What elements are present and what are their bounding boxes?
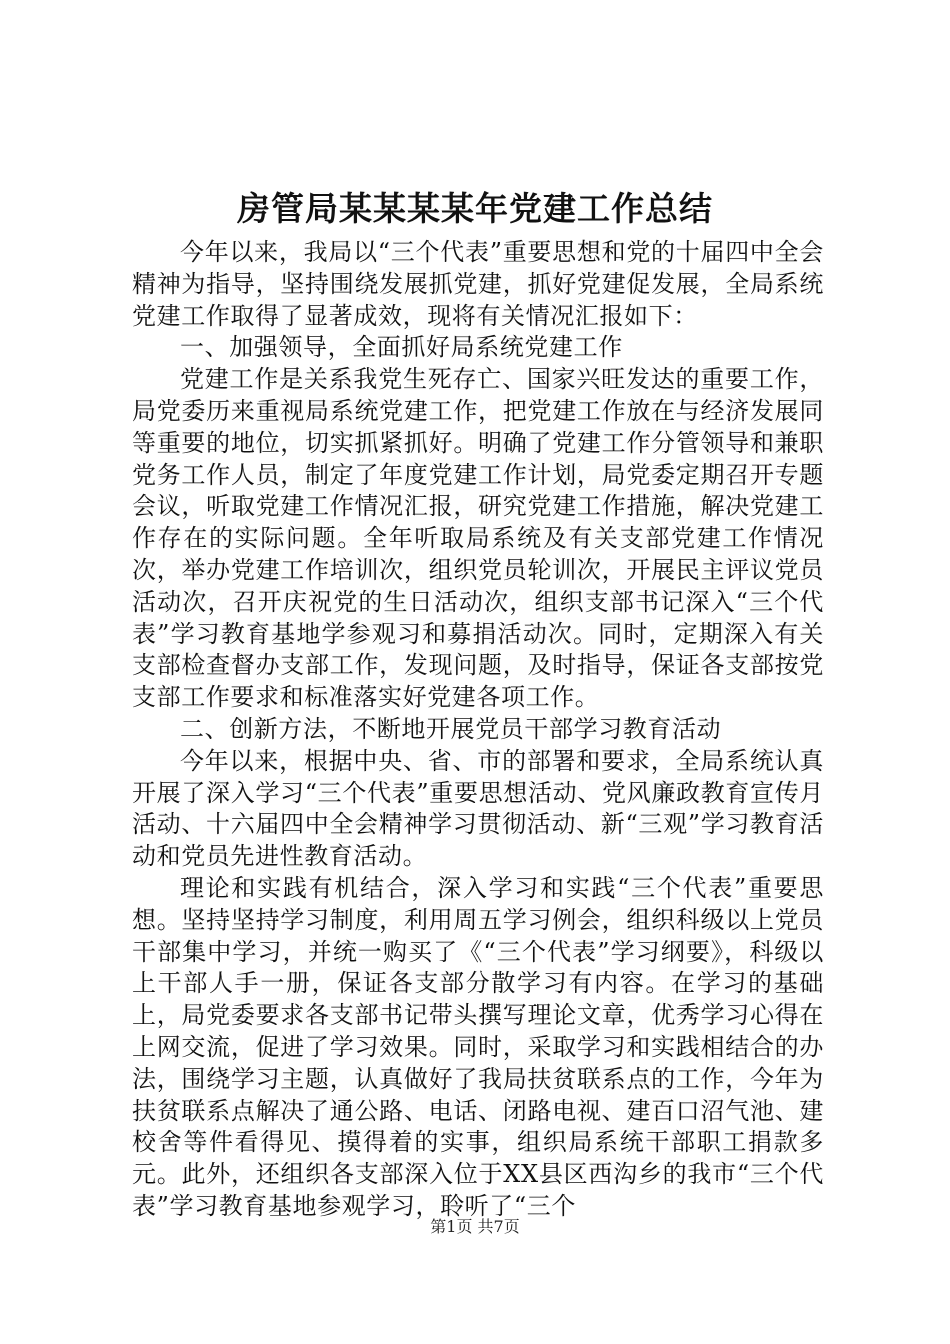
body-paragraph: 理论和实践有机结合，深入学习和实践“三个代表”重要思想。坚持坚持学习制度，利用周五学习例会，组织科级以上党员干部集中学习，并统一购买了《“三个代表”学习纲要》，科级以上干部人手一册，保证各支部分散学习有内容。在学习的基础上，局党委要求各支部书记带头撰写理论文章，优秀学习心得在上网交流，促进了学习效果。同时，采取学习和实践相结合的办法，围绕学习主题，认真做好了我局扶贫联系点的工作，今年为扶贫联系点解决了通公路、电话、闭路电视、建百口沼气池、建校舍等件看得见、摸得着的实事，组织局系统干部职工捐款多元。此外，还组织各支部深入位于XX县区西沟乡的我市“三个代表”学习教育基地参观学习，聆听了“三个 bbox=[132, 873, 824, 1220]
section-heading-2: 二、创新方法，不断地开展党员干部学习教育活动 bbox=[180, 714, 722, 743]
document-body bbox=[132, 237, 824, 1223]
intro-paragraph: 今年以来，我局以“三个代表”重要思想和党的十届四中全会精神为指导，坚持围绕发展抓党建，抓好党建促发展，全局系统党建工作取得了显著成效，现将有关情况汇报如下： bbox=[132, 238, 824, 330]
page-footer: 第1页 共7页 bbox=[430, 1217, 520, 1236]
section-heading-1: 一、加强领导，全面抓好局系统党建工作 bbox=[180, 333, 623, 362]
body-paragraph: 今年以来，根据中央、省、市的部署和要求，全局系统认真开展了深入学习“三个代表”重要思想活动、党风廉政教育宣传月活动、十六届四中全会精神学习贯彻活动、新“三观”学习教育活动和党员先进性教育活动。 bbox=[132, 746, 824, 871]
document-title: 房管局某某某某年党建工作总结 bbox=[237, 189, 713, 228]
body-paragraph: 党建工作是关系我党生死存亡、国家兴旺发达的重要工作，局党委历来重视局系统党建工作，把党建工作放在与经济发展同等重要的地位，切实抓紧抓好。明确了党建工作分管领导和兼职党务工作人员，制定了年度党建工作计划，局党委定期召开专题会议，听取党建工作情况汇报，研究党建工作措施，解决党建工作存在的实际问题。全年听取局系统及有关支部党建工作情况次，举办党建工作培训次，组织党员轮训次，开展民主评议党员活动次，召开庆祝党的生日活动次，组织支部书记深入“三个代表”学习教育基地学参观习和募捐活动次。同时，定期深入有关支部检查督办支部工作，发现问题，及时指导，保证各支部按党支部工作要求和标准落实好党建各项工作。 bbox=[132, 365, 824, 712]
